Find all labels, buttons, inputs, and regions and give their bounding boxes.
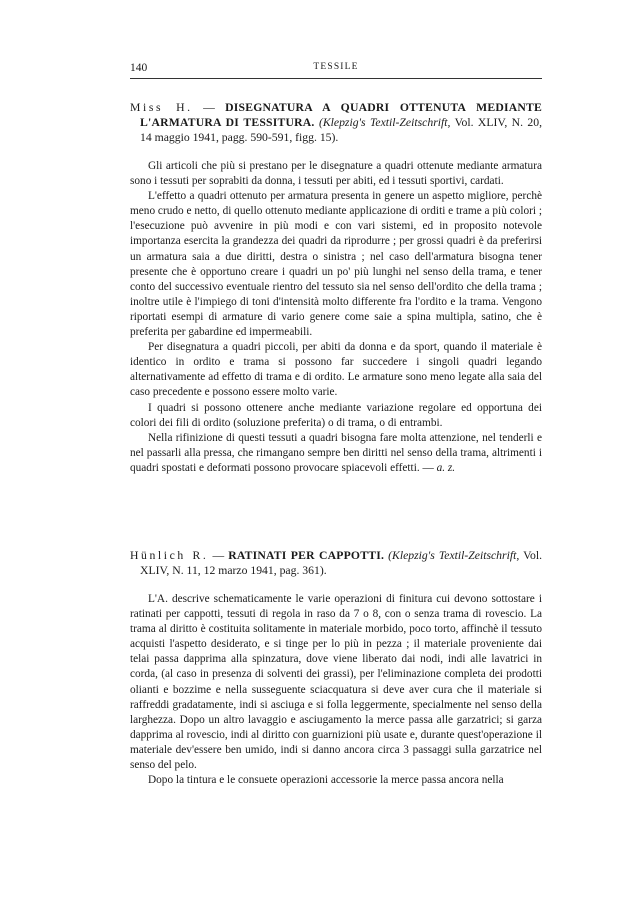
entry-title: DISEGNATURA A QUADRI OTTENUTA MEDIANTE L'ARMATURA DI TESSITURA. xyxy=(140,101,542,129)
paragraph: Gli articoli che più si prestano per le disegnature a quadri ottenute mediante armatura sono i tessuti per soprabiti da donna, i tessuti per abiti, ed i tessuti sportivi, cardati. xyxy=(130,160,542,188)
paragraph: L'A. descrive schematicamente le varie operazioni di finitura cui devono sottostare i ratinati per cappotti, tessuti di regola in raso da 7 o 8, con o senza trama di rovescio. La trama al diritto è costituita solitamente in materiale morbido, poco torto, affinchè il tessuto acquisti l'aspetto desiderato, e si tinge per lo più in pezza ; il materiale proveniente dai telai passa dapprima alla spinzatura, dove viene liberato dai nodi, indi alle lavatrici in corda, (al caso in presenza di solventi dei grassi), per l'eliminazione completa dei prodotti olianti e bozzime e nella susseguente sciacquatura si deve aver cura che il materiale si raffreddi gradatamente, indi si asciuga e si folla leggermente, specialmente nel senso della larghezza. Dopo un altro lavaggio e asciugamento la merce passa alle garzatrici; si garza dapprima al rovescio, indi al diritto con guarnizioni più usate e, durante quest'operazione il materiale dev'essere ben umido, indi si danno ancora circa 3 passaggi sulla garzatrice nel senso del pelo. xyxy=(130,593,542,772)
entry-body xyxy=(130,592,542,788)
entry-heading xyxy=(130,100,542,145)
header-rule xyxy=(130,78,542,79)
entry-dash: — xyxy=(208,549,229,562)
paragraph: I quadri si possono ottenere anche mediante variazione regolare ed opportuna dei colori dei fili di ordito (soluzione preferita) o di trama, o di entrambi. xyxy=(130,401,542,429)
entry-title: RATINATI PER CAPPOTTI. xyxy=(228,549,385,562)
paragraph: Per disegnatura a quadri piccoli, per abiti da donna e da sport, quando il materiale è identico in ordito e trama si possono far succedere i singoli quadri legando alternativamente ad effetto di trama e di ordito. Le armature sono meno legate alla saia del caso precedente e possono essere molto varie. xyxy=(130,341,542,399)
entry-source-details: Vol. XLIV, N. 11, 12 marzo 1941, pag. 361). xyxy=(140,549,543,577)
page-header xyxy=(130,62,542,76)
abstract-entry-1 xyxy=(130,100,542,476)
entry-source-journal: (Klepzig's Textil-Zeitschrift, xyxy=(388,549,520,562)
abstract-entry-2 xyxy=(130,548,542,788)
entry-author: Hünlich R. xyxy=(130,549,209,562)
page-number: 140 xyxy=(130,62,148,74)
paragraph-final xyxy=(130,431,542,476)
entry-source-details: Vol. XLIV, N. 20, 14 maggio 1941, pagg. 590-591, figg. 15). xyxy=(140,116,543,144)
entry-source-journal: (Klepzig's Textil-Zeitschrift, xyxy=(318,116,451,129)
entry-heading xyxy=(130,548,542,578)
running-title: TESSILE xyxy=(313,62,359,72)
paragraph: L'effetto a quadri ottenuto per armatura presenta in genere un aspetto migliore, perchè meno crudo e netto, di quello ottenuto mediante applicazione di orditi e trame a più colori ; l'esecuzione può avvenire in più modi e con vari sistemi, ed in proposito notevole importanza esercita la grandezza dei quadri da riprodurre ; per grossi quadri è da preferirsi un armatura saia a due diritti, destra o sinistra ; nel caso dell'armatura bisogna tener presente che è opportuno creare i quadri un po' più lunghi nel senso della trama, e tener conto del successivo eventuale rientro del tessuto sia nel senso dell'ordito che della trama ; inoltre utile è l'impiego di toni d'intensità molto differente fra l'ordito e la trama. Vengono riportati esempi di armature di vario genere come saie a spina multipla, satino, che è preferita per gabardine ed impermeabili. xyxy=(130,190,542,339)
entry-signature: a. z. xyxy=(436,461,456,474)
entry-dash: — xyxy=(192,101,226,114)
entry-body xyxy=(130,159,542,476)
entry-author: Miss H. xyxy=(130,101,193,114)
paragraph-text: Nella rifinizione di questi tessuti a quadri bisogna fare molta attenzione, nel tenderli e nel passarli alla pressa, che rimangano sempre ben diritti nel senso della trama, altrimenti i quadri spostati e deformati possono provocare spiacevoli effetti. — xyxy=(130,431,542,474)
paragraph: Dopo la tintura e le consuete operazioni accessorie la merce passa ancora nella xyxy=(148,774,504,787)
